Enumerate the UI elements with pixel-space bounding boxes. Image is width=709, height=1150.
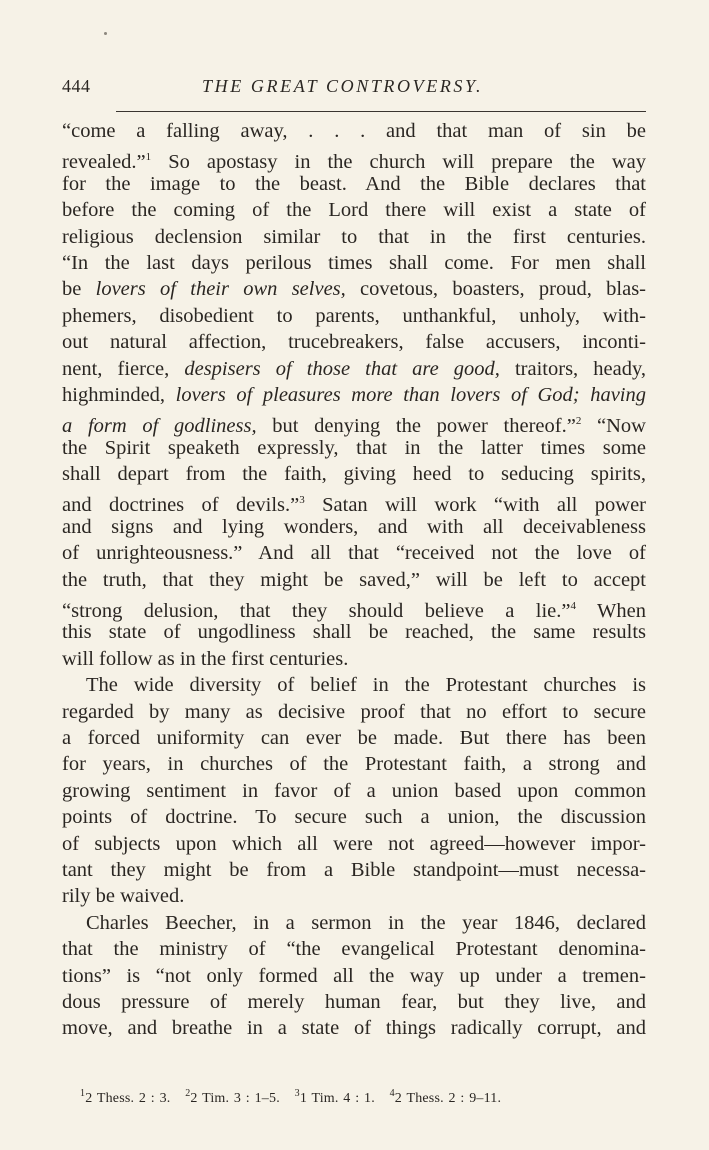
text-line: “In the last days perilous times shall come. For men shall: [62, 251, 646, 274]
text-line: for the image to the beast. And the Bible declares that: [62, 172, 646, 195]
text-line: out natural affection, trucebreakers, false accusers, inconti-: [62, 331, 646, 354]
footnote-ref: 4: [570, 600, 577, 613]
text-line: be lovers of their own selves, covetous, boasters, proud, blas-: [62, 278, 646, 301]
text-line: for years, in churches of the Protestant faith, a strong and: [62, 753, 646, 776]
italic-phrase: despisers of those that are good,: [184, 357, 500, 380]
text-line: tant they might be from a Bible standpoint—must necessa-: [62, 858, 646, 881]
italic-phrase: a form of godliness,: [62, 415, 257, 438]
text-line: rily be waived.: [62, 885, 185, 908]
text-line: the Spirit speaketh expressly, that in the latter times some: [62, 436, 646, 459]
page-header: [62, 76, 646, 100]
text-line: nent, fierce, despisers of those that are good, traitors, heady,: [62, 357, 646, 380]
text-line: move, and breathe in a state of things radically corrupt, and: [62, 1017, 646, 1040]
text-line: dous pressure of merely human fear, but they live, and: [62, 990, 646, 1013]
text-line: of subjects upon which all were not agreed—however impor-: [62, 832, 646, 855]
text-line: regarded by many as decisive proof that no effort to secure: [62, 700, 646, 723]
italic-phrase: lovers of pleasures more than lovers of God; having: [175, 383, 646, 406]
footnote: $^4$2 Thess. 2 : 9–11.: [389, 1088, 502, 1106]
text-line: the truth, that they might be saved,” will be left to accept: [62, 568, 646, 591]
text-line: a form of godliness, but denying the power thereof.”$^2$ “Now: [62, 415, 646, 438]
text-line: will follow as in the first centuries.: [62, 647, 349, 670]
text-line: and doctrines of devils.”$^3$ Satan will work “with all power: [62, 494, 646, 517]
text-line: growing sentiment in favor of a union based upon common: [62, 779, 646, 802]
footnote-number: 1: [80, 1088, 86, 1099]
footnote-ref: 2: [575, 415, 582, 428]
footnote: $^1$2 Thess. 2 : 3.: [80, 1088, 171, 1106]
ink-speck: [104, 32, 107, 35]
text-line: revealed.”$^1$ So apostasy in the church will prepare the way: [62, 151, 646, 174]
text-line: “strong delusion, that they should believe a lie.”$^4$ When: [62, 600, 647, 623]
header-rule: [116, 111, 646, 112]
text-line: phemers, disobedient to parents, unthankful, unholy, with-: [62, 304, 646, 327]
text-line: this state of ungodliness shall be reached, the same results: [62, 621, 646, 644]
text-line: religious declension similar to that in the first centuries.: [62, 225, 646, 248]
footnote-ref: 3: [299, 494, 305, 507]
page-number: 444: [62, 76, 91, 96]
text-line: The wide diversity of belief in the Protestant churches is: [86, 674, 646, 697]
footnote-number: 4: [389, 1088, 395, 1099]
footnote: $^2$2 Tim. 3 : 1–5.: [185, 1088, 280, 1106]
italic-phrase: lovers of their own selves,: [95, 278, 346, 301]
text-line: highminded, lovers of pleasures more than lovers of God; having: [62, 383, 646, 406]
text-line: before the coming of the Lord there will exist a state of: [62, 199, 646, 222]
text-line: tions” is “not only formed all the way up under a tremen-: [62, 964, 646, 987]
text-line: Charles Beecher, in a sermon in the year 1846, declared: [86, 911, 646, 934]
text-line: that the ministry of “the evangelical Protestant denomina-: [62, 938, 646, 961]
text-line: shall depart from the faith, giving heed to seducing spirits,: [62, 463, 646, 486]
text-line: points of doctrine. To secure such a union, the discussion: [62, 806, 646, 829]
text-line: of unrighteousness.” And all that “received not the love of: [62, 542, 646, 565]
footnote-number: 3: [294, 1088, 300, 1099]
text-line: a forced uniformity can ever be made. But there has been: [62, 726, 646, 749]
footnote-number: 2: [185, 1088, 191, 1099]
running-title: THE GREAT CONTROVERSY.: [202, 76, 484, 96]
text-line: and signs and lying wonders, and with all deceivableness: [62, 515, 646, 538]
footnote-ref: 1: [145, 151, 152, 164]
text-line: “come a falling away, . . . and that man of sin be: [62, 120, 646, 142]
footnote: $^3$1 Tim. 4 : 1.: [294, 1088, 375, 1106]
body-text: [62, 118, 646, 1042]
footnotes: [80, 1088, 620, 1107]
